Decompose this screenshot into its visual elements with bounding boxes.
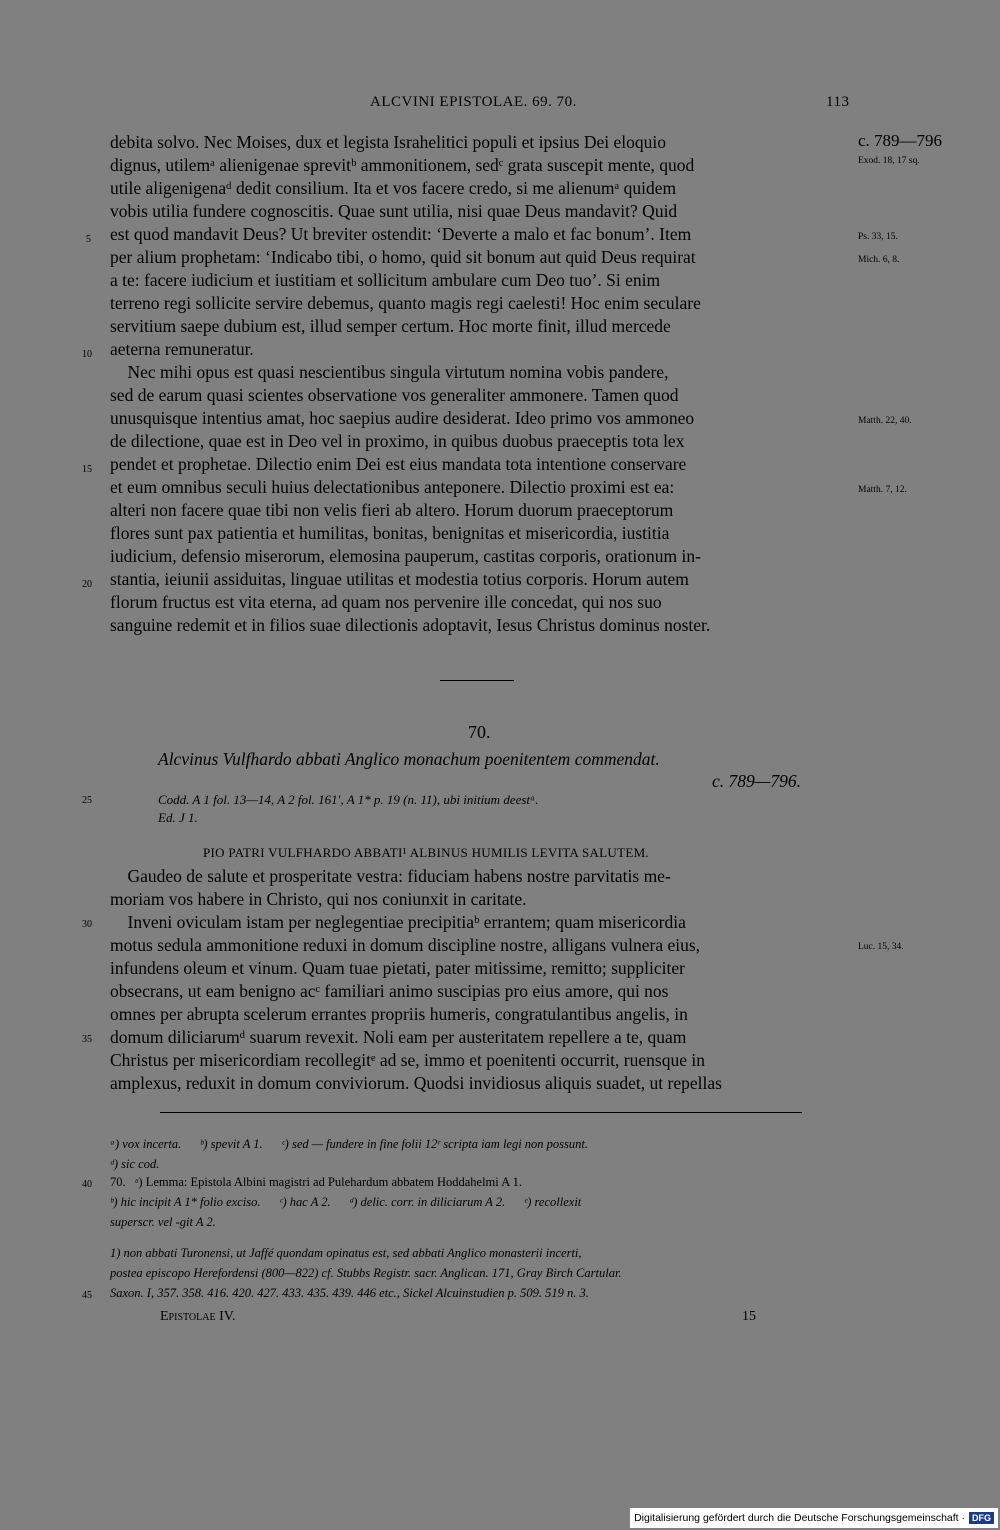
text-line: obsecrans, ut eam benigno acᶜ familiari animo suscipias pro eius amore, qui nos <box>110 981 669 1001</box>
margin-reference: Matth. 7, 12. <box>858 485 907 495</box>
margin-reference: Matth. 22, 40. <box>858 416 912 426</box>
signature-label: Epistolae IV. <box>160 1309 236 1324</box>
footnote-line: ᵃ) vox incerta. ᵇ) spevit A 1. ᶜ) sed — fundere in fine folii 12ʳ scripta iam legi non possunt. <box>110 1137 589 1151</box>
codices-note: Codd. A 1 fol. 13—14, A 2 fol. 161′, A 1* p. 19 (n. 11), ubi initium deestᵃ. <box>158 792 539 807</box>
text-line: sanguine redemit et in filios suae dilectionis adoptavit, Iesus Christus dominus noster. <box>110 615 711 635</box>
credit-text: Digitalisierung gefördert durch die Deutsche Forschungsgemeinschaft · <box>634 1512 965 1524</box>
section-divider <box>440 680 514 681</box>
margin-reference: Mich. 6, 8. <box>858 255 900 265</box>
text-line: est quod mandavit Deus? Ut breviter ostendit: ‘Deverte a malo et fac bonum’. Item <box>110 224 692 244</box>
letter-number: 70. <box>468 722 491 742</box>
text-line: motus sedula ammonitione reduxi in domum discipline nostre, alligans vulnera eius, <box>110 935 701 955</box>
text-line: dignus, utilemᵃ alienigenae sprevitᵇ ammonitionem, sedᶜ grata suscepit mente, quod <box>110 155 695 175</box>
line-number: 25 <box>82 795 92 806</box>
text-line: Nec mihi opus est quasi nescientibus singula virtutum nomina vobis pandere, <box>110 362 669 382</box>
footnote-line: superscr. vel -git A 2. <box>110 1215 216 1229</box>
margin-date: c. 789—796 <box>858 131 943 150</box>
text-line: a te: facere iudicium et iustitiam et sollicitum ambulare cum Deo tuo’. Si enim <box>110 270 661 290</box>
text-line: Inveni oviculam istam per neglegentiae precipitiaᵇ errantem; quam misericordia <box>110 912 686 932</box>
text-line: de dilectione, quae est in Deo vel in proximo, in quibus duobus praeceptis tota lex <box>110 431 685 451</box>
page-number: 113 <box>826 94 850 110</box>
text-line: et eum omnibus seculi huius delectationibus anteponere. Dilectio proximi est ea: <box>110 477 675 497</box>
text-line: Gaudeo de salute et prosperitate vestra: fiduciam habens nostre parvitatis me- <box>110 866 671 886</box>
line-number: 45 <box>82 1290 92 1301</box>
line-number: 35 <box>82 1034 92 1045</box>
text-line: vobis utilia fundere cognoscitis. Quae sunt utilia, nisi quae Deus mandavit? Quid <box>110 201 678 221</box>
footnote-line: ᵇ) hic incipit A 1* folio exciso. ᶜ) hac A 2. ᵈ) delic. corr. in diliciarum A 2. ᵉ) recollexit <box>110 1195 582 1209</box>
text-line: unusquisque intentius amat, hoc saepius audire desiderat. Ideo primo vos ammoneo <box>110 408 695 428</box>
footnote-rule <box>160 1112 802 1113</box>
margin-reference: Ps. 33, 15. <box>858 232 898 242</box>
text-line: pendet et prophetae. Dilectio enim Dei est eius mandata tota intentione conservare <box>110 454 687 474</box>
line-number: 20 <box>82 579 92 590</box>
margin-reference: Exod. 18, 17 sq. <box>858 156 920 166</box>
text-line: debita solvo. Nec Moises, dux et legista Israhelitici populi et ipsius Dei eloquio <box>110 132 667 152</box>
line-number: 10 <box>82 349 92 360</box>
letter-date: c. 789—796. <box>712 771 801 791</box>
text-line: terreno regi sollicite servire debemus, quanto magis regi caelesti! Hoc enim seculare <box>110 293 701 313</box>
text-line: Christus per misericordiam recollegitᵉ ad se, immo et poenitenti occurrit, ruensque in <box>110 1050 705 1070</box>
line-number: 5 <box>86 234 91 245</box>
text-line: aeterna remuneratur. <box>110 339 254 359</box>
line-number: 30 <box>82 919 92 930</box>
letter-summary: Alcvinus Vulfhardo abbati Anglico monachum poenitentem commendat. <box>158 749 660 769</box>
text-line: stantia, ieiunii assiduitas, linguae utilitas et modestia totius corporis. Horum autem <box>110 569 689 589</box>
running-title: ALCVINI EPISTOLAE. 69. 70. <box>370 94 577 110</box>
text-line: utile aligenigenaᵈ dedit consilium. Ita et vos facere credo, si me alienumᵃ quidem <box>110 178 677 198</box>
dfg-logo-icon: DFG <box>969 1512 994 1524</box>
margin-reference: Luc. 15, 34. <box>858 942 904 952</box>
text-line: moriam vos habere in Christo, qui nos coniunxit in caritate. <box>110 889 527 909</box>
text-line: amplexus, reduxit in domum conviviorum. Quodsi invidiosus aliquis suadet, ut repellas <box>110 1073 722 1093</box>
text-line: iudicium, defensio miserorum, elemosina pauperum, castitas corporis, orationum in- <box>110 546 701 566</box>
digitization-credit <box>630 1508 998 1528</box>
line-number: 15 <box>82 464 92 475</box>
text-line: domum diliciarumᵈ suarum revexit. Noli eam per austeritatem repellere a te, quam <box>110 1027 687 1047</box>
footnote-line: 70. ᵃ) Lemma: Epistola Albini magistri ad Pulehardum abbatem Hoddahelmi A 1. <box>110 1175 523 1189</box>
sheet-number: 15 <box>742 1309 756 1324</box>
text-line: alteri non facere quae tibi non velis fieri ab altero. Horum duorum praeceptorum <box>110 500 674 520</box>
text-line: sed de earum quasi scientes observatione vos generaliter ammonere. Tamen quod <box>110 385 679 405</box>
footnote-line: Saxon. I, 357. 358. 416. 420. 427. 433. 435. 439. 446 etc., Sickel Alcuinstudien p. 509. 519 n. 3. <box>110 1286 589 1300</box>
text-line: per alium prophetam: ‘Indicabo tibi, o homo, quid sit bonum aut quid Deus requirat <box>110 247 696 267</box>
text-line: servitium saepe dubium est, illud semper certum. Hoc morte finit, illud mercede <box>110 316 671 336</box>
text-line: flores sunt pax patientia et humilitas, bonitas, benignitas et misericordia, iustitia <box>110 523 670 543</box>
footnote-line: postea episcopo Herefordensi (800—822) cf. Stubbs Registr. sacr. Anglican. 171, Gray Birch Cartular. <box>110 1266 622 1280</box>
edition-note: Ed. J 1. <box>158 810 198 825</box>
text-line: omnes per abrupta scelerum errantes propriis humeris, congratulantibus angelis, in <box>110 1004 688 1024</box>
text-line: infundens oleum et vinum. Quam tuae pietati, pater mitissime, remitto; suppliciter <box>110 958 685 978</box>
footnote-line: 1) non abbati Turonensi, ut Jaffé quondam opinatus est, sed abbati Anglico monasterii incerti, <box>110 1246 582 1260</box>
salutation: PIO PATRI VULFHARDO ABBATI¹ ALBINUS HUMILIS LEVITA SALUTEM. <box>203 845 649 860</box>
line-number: 40 <box>82 1179 92 1190</box>
text-line: florum fructus est vita eterna, ad quam nos pervenire ille concedat, qui nos suo <box>110 592 662 612</box>
footnote-line: ᵈ) sic cod. <box>110 1157 160 1171</box>
